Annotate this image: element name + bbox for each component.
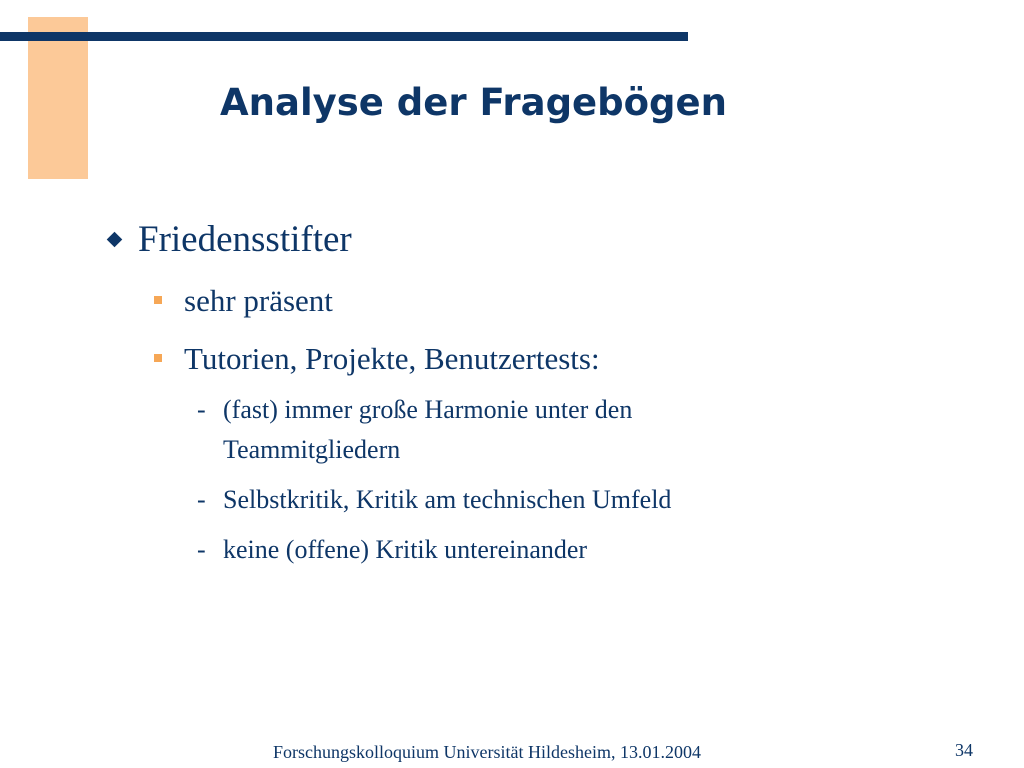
square-bullet-icon [154, 296, 162, 304]
bullet-level2-label: Tutorien, Projekte, Benutzertests: [184, 341, 600, 376]
decorative-accent-block [28, 17, 88, 179]
bullet-level1-label: Friedensstifter [138, 219, 352, 260]
square-bullet-icon [154, 354, 162, 362]
slide-title: Analyse der Fragebögen [220, 81, 727, 124]
dash-bullet-marker: - [197, 485, 206, 514]
dash-bullet-marker: - [197, 535, 206, 564]
bullet-level2-label: sehr präsent [184, 283, 333, 318]
title-rule [0, 32, 688, 41]
slide-footer: Forschungskolloquium Universität Hildesheim, 13.01.2004 [273, 742, 701, 762]
slide-number: 34 [955, 740, 973, 760]
dash-bullet-marker: - [197, 395, 206, 424]
diamond-bullet-icon [107, 232, 123, 248]
bullet-level3-label: (fast) immer große Harmonie unter den Teammitgliedern [223, 395, 633, 464]
bullet-level3-label: keine (offene) Kritik untereinander [223, 535, 588, 564]
bullet-level3-label: Selbstkritik, Kritik am technischen Umfeld [223, 485, 672, 514]
